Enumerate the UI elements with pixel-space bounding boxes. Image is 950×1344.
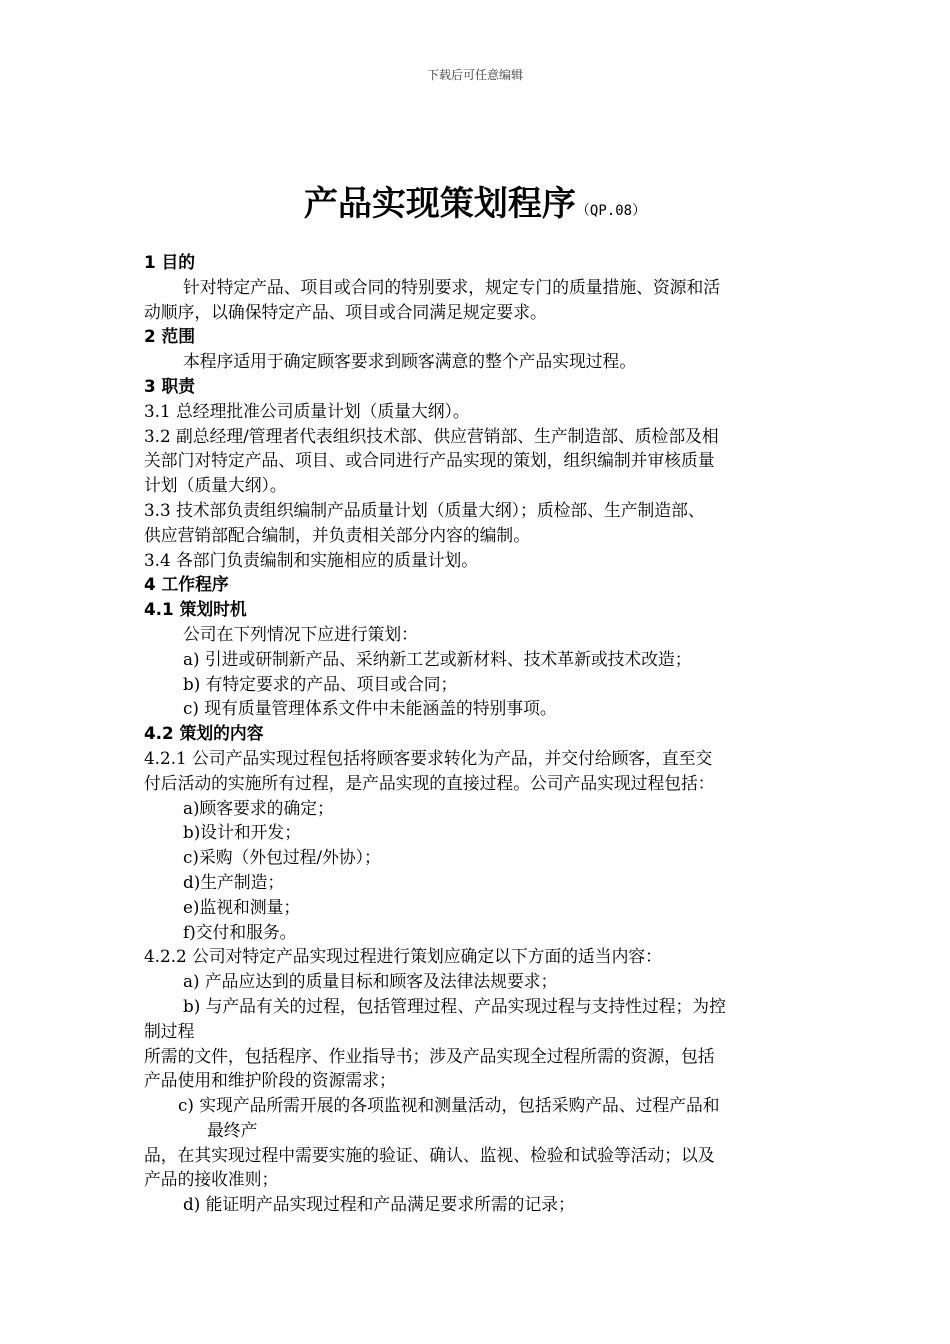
section-heading: 3 职责	[144, 375, 196, 396]
body-line: a) 引进或研制新产品、采纳新工艺或新材料、技术革新或技术改造；	[183, 648, 692, 669]
section-heading: 4 工作程序	[144, 574, 229, 595]
section-heading: 4.1 策划时机	[144, 599, 247, 620]
body-line: 所需的文件，包括程序、作业指导书；涉及产品实现全过程所需的资源，包括	[144, 1045, 715, 1066]
body-line: a)顾客要求的确定；	[183, 797, 334, 818]
body-line: 3.2 副总经理/管理者代表组织技术部、供应营销部、生产制造部、质检部及相	[144, 425, 719, 446]
body-line: 制过程	[144, 1020, 195, 1041]
section-heading: 4.2 策划的内容	[144, 723, 264, 744]
body-line: 本程序适用于确定顾客要求到顾客满意的整个产品实现过程。	[183, 351, 637, 372]
body-line: b)设计和开发；	[183, 822, 301, 843]
section-heading: 2 范围	[144, 326, 196, 347]
body-line: 计划（质量大纲）。	[144, 475, 287, 496]
body-line: 供应营销部配合编制，并负责相关部分内容的编制。	[144, 524, 530, 545]
body-line: c) 现有质量管理体系文件中未能涵盖的特别事项。	[183, 698, 557, 719]
document-body	[144, 250, 810, 1217]
section-heading: 1 目的	[144, 252, 196, 272]
body-line: d) 能证明产品实现过程和产品满足要求所需的记录；	[183, 1194, 575, 1215]
body-line: c)采购（外包过程/外协）；	[183, 847, 381, 868]
body-line: b) 有特定要求的产品、项目或合同；	[183, 673, 458, 694]
body-line: 动顺序，以确保特定产品、项目或合同满足规定要求。	[144, 301, 547, 322]
body-line: 针对特定产品、项目或合同的特别要求，规定专门的质量措施、资源和活	[183, 276, 721, 297]
body-line: f)交付和服务。	[183, 921, 297, 942]
title-main: 产品实现策划程序	[303, 184, 576, 224]
body-line: 付后活动的实施所有过程，是产品实现的直接过程。公司产品实现过程包括：	[144, 772, 715, 793]
body-line: 公司在下列情况下应进行策划：	[183, 623, 418, 644]
body-line: 品，在其实现过程中需要实施的验证、确认、监视、检验和试验等活动；以及	[144, 1144, 715, 1165]
body-line: 3.1 总经理批准公司质量计划（质量大纲）。	[144, 400, 470, 421]
body-line: 3.4 各部门负责编制和实施相应的质量计划。	[144, 549, 479, 570]
body-line: d)生产制造；	[183, 871, 285, 892]
body-line: 4.2.2 公司对特定产品实现过程进行策划应确定以下方面的适当内容：	[144, 946, 662, 967]
body-line: 最终产	[207, 1119, 258, 1140]
body-line: 关部门对特定产品、项目、或合同进行产品实现的策划，组织编制并审核质量	[144, 450, 715, 471]
page-header: 下载后可任意编辑	[426, 68, 523, 82]
document-title	[0, 176, 950, 225]
body-line: b) 与产品有关的过程，包括管理过程、产品实现过程与支持性过程；为控	[183, 995, 726, 1016]
body-line: a) 产品应达到的质量目标和顾客及法律法规要求；	[183, 971, 558, 992]
body-line: 产品的接收准则；	[144, 1169, 279, 1190]
body-line: 产品使用和维护阶段的资源需求；	[144, 1070, 396, 1091]
body-line: c) 实现产品所需开展的各项监视和测量活动，包括采购产品、过程产品和	[178, 1095, 720, 1116]
body-line: 3.3 技术部负责组织编制产品质量计划（质量大纲）；质检部、生产制造部、	[144, 499, 705, 520]
body-line: 4.2.1 公司产品实现过程包括将顾客要求转化为产品，并交付给顾客，直至交	[144, 747, 713, 768]
title-code: （QP.08）	[575, 203, 647, 219]
body-line: e)监视和测量；	[183, 896, 301, 917]
